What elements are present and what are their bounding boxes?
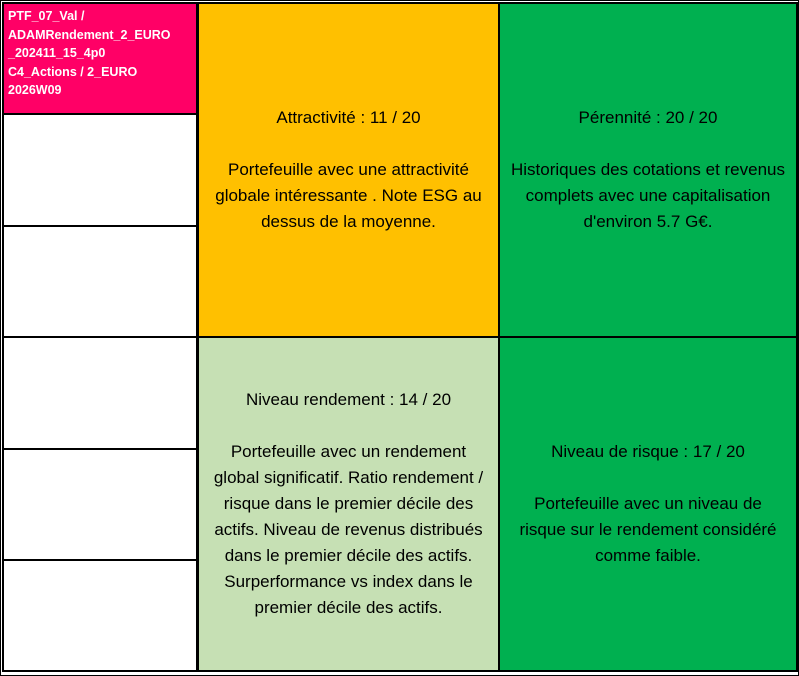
rendement-panel bbox=[197, 336, 500, 672]
risque-panel bbox=[498, 336, 798, 672]
empty-cell-4 bbox=[2, 448, 198, 561]
risque-score: Niveau de risque : 17 / 20 bbox=[551, 442, 745, 461]
attractivite-score: Attractivité : 11 / 20 bbox=[276, 108, 421, 127]
rendement-description: Portefeuille avec un rendement global significatif. Ratio rendement / risque dans le premier décile des actifs. Niveau de revenus distribués dans le premier décile des actifs. Surperformance vs index dans le premier décile des actifs. bbox=[213, 442, 484, 617]
risque-description: Portefeuille avec un niveau de risque sur le rendement considéré comme faible. bbox=[519, 494, 777, 565]
attractivite-panel bbox=[197, 2, 500, 338]
perennite-score: Pérennité : 20 / 20 bbox=[578, 108, 718, 127]
perennite-panel bbox=[498, 2, 798, 338]
empty-cell-5 bbox=[2, 559, 198, 672]
empty-cell-1 bbox=[2, 113, 198, 227]
perennite-description: Historiques des cotations et revenus complets avec une capitalisation d'environ 5.7 G€. bbox=[510, 160, 786, 231]
empty-cell-3 bbox=[2, 336, 198, 450]
attractivite-description: Portefeuille avec une attractivité globale intéressante . Note ESG au dessus de la moyenne. bbox=[215, 160, 482, 231]
rendement-score: Niveau rendement : 14 / 20 bbox=[245, 390, 452, 409]
portfolio-header-cell: PTF_07_Val / ADAMRendement_2_EURO _202411_15_4p0 C4_Actions / 2_EURO 2026W09 bbox=[2, 2, 198, 115]
empty-cell-2 bbox=[2, 225, 198, 338]
